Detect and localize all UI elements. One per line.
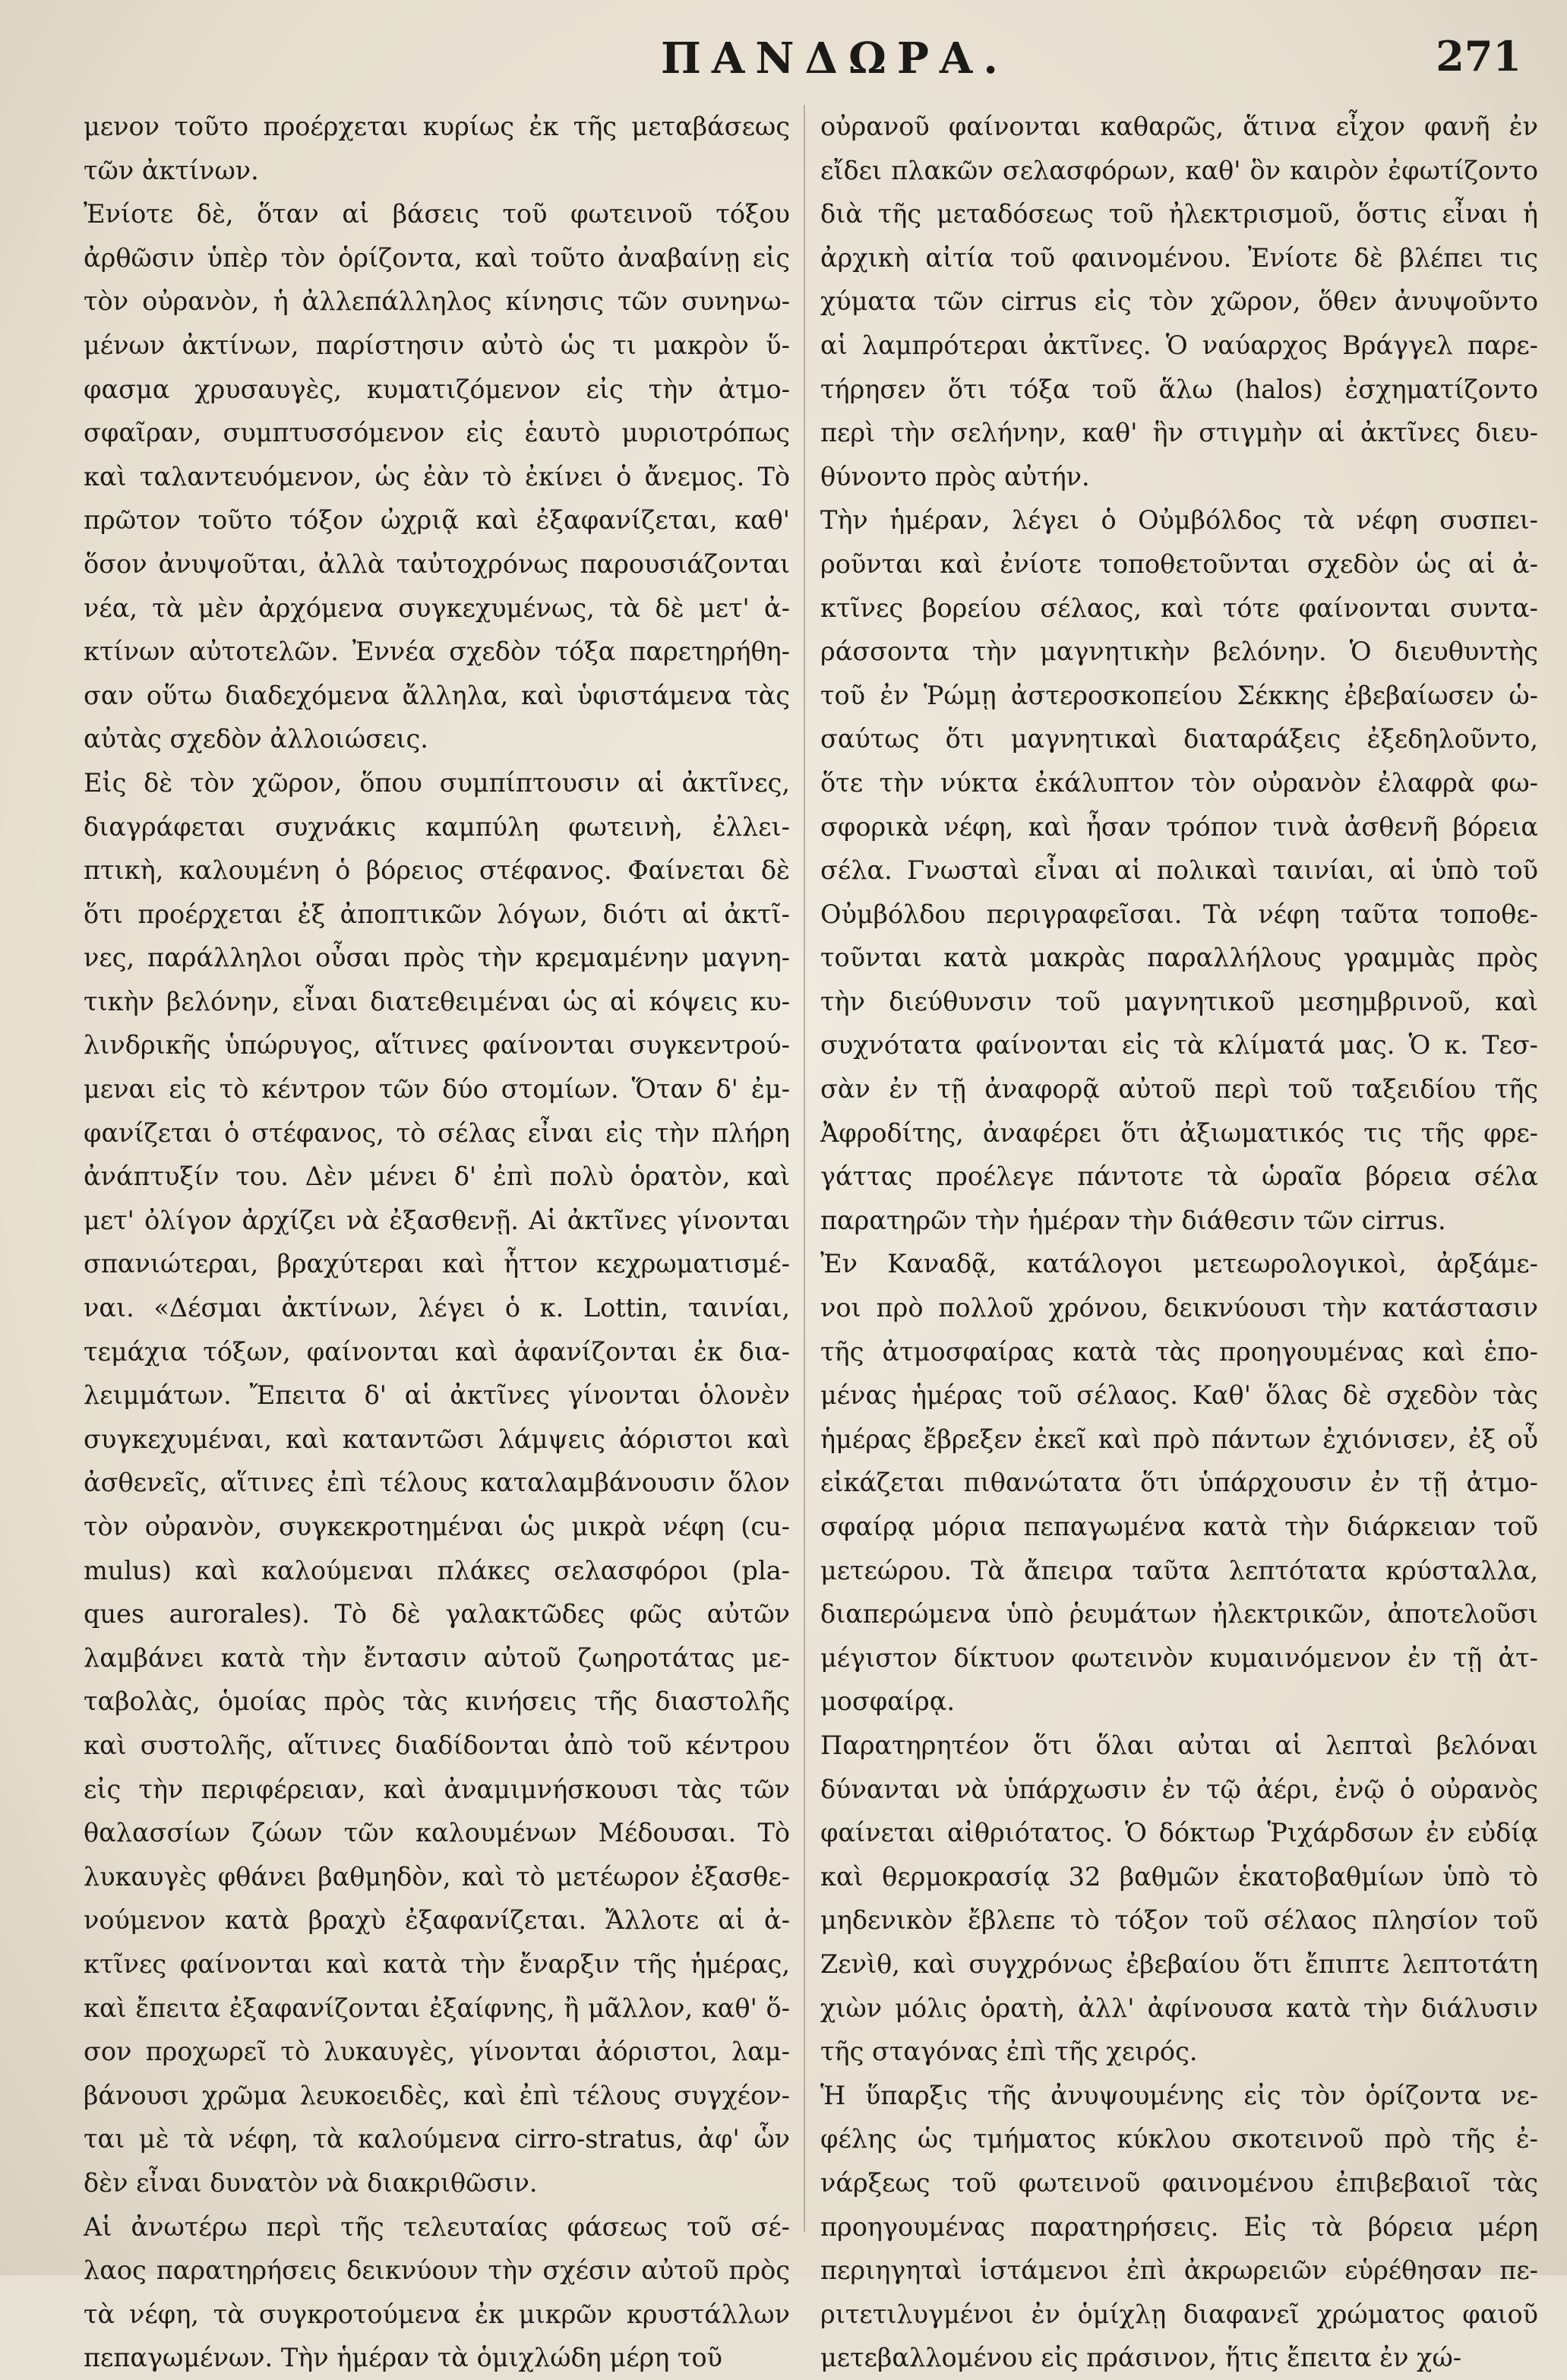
right-column [820, 105, 1538, 2380]
text-line: Εἰς δὲ τὸν χῶρον, ὅπου συμπίπτουσιν αἱ ἀκτῖνες, [84, 767, 790, 798]
text-line: δύνανται νὰ ὑπάρχωσιν ἐν τῷ ἀέρι, ἐνῷ ὁ οὐρανὸς [820, 1774, 1538, 1804]
text-line: Ἡ ὕπαρξις τῆς ἀνυψουμένης εἰς τὸν ὁρίζοντα νε- [820, 2080, 1538, 2110]
text-line: τὸν οὐρανὸν, ἡ ἀλλεπάλληλος κίνησις τῶν συνηνω- [84, 286, 790, 317]
text-line: μεναι εἰς τὸ κέντρον τῶν δύο στομίων. Ὅταν δ' ἐμ- [84, 1074, 790, 1105]
text-line: μένας ἡμέρας τοῦ σέλαος. Καθ' ὅλας δὲ σχεδὸν τὰς [820, 1380, 1538, 1411]
text-line: τὰ νέφη, τὰ συγκροτούμενα ἐκ μικρῶν κρυστάλλων [84, 2299, 790, 2329]
text-line: νέα, τὰ μὲν ἀρχόμενα συγκεχυμένως, τὰ δὲ μετ' ἀ- [84, 593, 790, 623]
text-line: εἰς τὴν περιφέρειαν, καὶ ἀναμιμνήσκουσι τὰς τῶν [84, 1774, 790, 1804]
text-line: ἀνάπτυξίν του. Δὲν μένει δ' ἐπὶ πολὺ ὁρατὸν, καὶ [84, 1162, 790, 1192]
text-line: φανίζεται ὁ στέφανος, τὸ σέλας εἶναι εἰς τὴν πλήρη [84, 1117, 790, 1148]
text-line: κτίνων αὐτοτελῶν. Ἐννέα σχεδὸν τόξα παρετηρήθη- [84, 637, 790, 667]
text-line: τῆς σταγόνας ἐπὶ τῆς χειρός. [820, 2037, 1198, 2067]
text-line: Τὴν ἡμέραν, λέγει ὁ Οὐμβόλδος τὰ νέφη συσπει- [820, 505, 1538, 536]
text-line: ἀσθενεῖς, αἵτινες ἐπὶ τέλους καταλαμβάνουσιν ὅλον [84, 1468, 790, 1498]
text-line: περὶ τὴν σελήνην, καθ' ἣν στιγμὴν αἱ ἀκτῖνες διευ- [820, 418, 1538, 448]
text-line: τῆς ἀτμοσφαίρας κατὰ τὰς προηγουμένας καὶ ἑπο- [820, 1336, 1538, 1367]
text-line: σαν οὕτω διαδεχόμενα ἄλληλα, καὶ ὑφιστάμενα τὰς [84, 680, 790, 710]
text-line: σὰν ἐν τῇ ἀναφορᾷ αὐτοῦ περὶ τοῦ ταξειδίου τῆς [820, 1074, 1538, 1105]
text-line: σέλα. Γνωσταὶ εἶναι αἱ πολικαὶ ταινίαι, αἱ ὑπὸ τοῦ [820, 855, 1538, 886]
text-line: ὅσον ἀνυψοῦται, ἀλλὰ ταὐτοχρόνως παρουσιάζονται [84, 548, 790, 579]
text-line: ριτετιλυγμένοι ἐν ὁμίχλῃ διαφανεῖ χρώματος φαιοῦ [820, 2299, 1538, 2329]
text-line: εἰκάζεται πιθανώτατα ὅτι ὑπάρχουσιν ἐν τῇ ἀτμο- [820, 1468, 1538, 1498]
text-line: Αἱ ἀνωτέρω περὶ τῆς τελευταίας φάσεως τοῦ σέ- [84, 2211, 790, 2242]
column-divider [804, 105, 805, 2232]
text-line: ques aurorales). Τὸ δὲ γαλακτῶδες φῶς αὐτῶν [84, 1599, 790, 1629]
text-line: Οὐμβόλδου περιγραφεῖσαι. Τὰ νέφη ταῦτα τοποθε- [820, 899, 1538, 929]
text-line: καὶ θερμοκρασίᾳ 32 βαθμῶν ἑκατοβαθμίων ὑπὸ τὸ [820, 1861, 1538, 1892]
text-line: καὶ ταλαντευόμενον, ὡς ἐὰν τὸ ἐκίνει ὁ ἄνεμος. Τὸ [84, 461, 790, 491]
text-line: νοι πρὸ πολλοῦ χρόνου, δεικνύουσι τὴν κατάστασιν [820, 1293, 1538, 1323]
text-line: μέγιστον δίκτυον φωτεινὸν κυμαινόμενον ἐν τῇ ἀτ- [820, 1642, 1538, 1673]
text-line: φέλης ὡς τμήματος κύκλου σκοτεινοῦ πρὸ τῆς ἐ- [820, 2124, 1538, 2154]
text-line: πρῶτον τοῦτο τόξον ὠχριᾷ καὶ ἐξαφανίζεται, καθ' [84, 505, 790, 536]
page-number: 271 [1436, 32, 1521, 81]
text-line: ἀρθῶσιν ὑπὲρ τὸν ὁρίζοντα, καὶ τοῦτο ἀναβαίνῃ εἰς [84, 242, 790, 273]
text-line: καὶ ἔπειτα ἐξαφανίζονται ἐξαίφνης, ἢ μᾶλλον, καθ' ὅ- [84, 1993, 790, 2023]
text-line: συχνότατα φαίνονται εἰς τὰ κλίματά μας. Ὁ κ. Τεσ- [820, 1030, 1538, 1060]
text-line: ράσσοντα τὴν μαγνητικὴν βελόνην. Ὁ διευθυντὴς [820, 637, 1538, 667]
text-line: νούμενον κατὰ βραχὺ ἐξαφανίζεται. Ἄλλοτε αἱ ἀ- [84, 1905, 790, 1936]
text-line: γάττας προέλεγε πάντοτε τὰ ὡραῖα βόρεια σέλα [820, 1162, 1538, 1192]
text-line: παρατηρῶν τὴν ἡμέραν τὴν διάθεσιν τῶν cirrus. [820, 1205, 1446, 1235]
text-line: δὲν εἶναι δυνατὸν νὰ διακριθῶσιν. [84, 2167, 538, 2198]
text-line: περιηγηταὶ ἱστάμενοι ἐπὶ ἀκρωρειῶν εὑρέθησαν πε- [820, 2255, 1538, 2286]
text-line: σπανιώτεραι, βραχύτεραι καὶ ἧττον κεχρωματισμέ- [84, 1249, 790, 1279]
text-line: τὴν διεύθυνσιν τοῦ μαγνητικοῦ μεσημβρινοῦ, καὶ [820, 986, 1538, 1016]
text-line: θαλασσίων ζώων τῶν καλουμένων Μέδουσαι. Τὸ [84, 1818, 790, 1848]
text-line: προηγουμένας παρατηρήσεις. Εἰς τὰ βόρεια μέρη [820, 2211, 1538, 2242]
text-line: Ἐνίοτε δὲ, ὅταν αἱ βάσεις τοῦ φωτεινοῦ τόξου [84, 199, 790, 229]
text-line: καὶ συστολῆς, αἵτινες διαδίδονται ἀπὸ τοῦ κέντρου [84, 1730, 790, 1760]
text-line: ροῦνται καὶ ἐνίοτε τοποθετοῦνται σχεδὸν ὡς αἱ ἀ- [820, 548, 1538, 579]
page-header [0, 29, 1567, 90]
text-line: διαπερώμενα ὑπὸ ῥευμάτων ἠλεκτρικῶν, ἀποτελοῦσι [820, 1599, 1538, 1629]
text-line: λαμβάνει κατὰ τὴν ἔντασιν αὐτοῦ ζωηροτάτας με- [84, 1642, 790, 1673]
text-line: λειμμάτων. Ἔπειτα δ' αἱ ἀκτῖνες γίνονται ὁλονὲν [84, 1380, 790, 1411]
text-line: αἱ λαμπρότεραι ἀκτῖνες. Ὁ ναύαρχος Βράγγελ παρε- [820, 330, 1538, 360]
text-line: εἴδει πλακῶν σελασφόρων, καθ' ὃν καιρὸν ἐφωτίζοντο [820, 155, 1538, 185]
text-line: λινδρικῆς ὑπώρυγος, αἵτινες φαίνονται συγκεντρού- [84, 1030, 790, 1060]
text-line: πεπαγωμένων. Τὴν ἡμέραν τὰ ὁμιχλώδη μέρη τοῦ [84, 2343, 723, 2373]
text-line: αὐτὰς σχεδὸν ἀλλοιώσεις. [84, 724, 428, 754]
text-line: νες, παράλληλοι οὖσαι πρὸς τὴν κρεμαμένην μαγνη- [84, 943, 790, 973]
text-line: κτῖνες βορείου σέλαος, καὶ τότε φαίνονται συντα- [820, 593, 1538, 623]
text-line: πτικὴ, καλουμένη ὁ βόρειος στέφανος. Φαίνεται δὲ [84, 855, 790, 886]
text-line: ἀρχικὴ αἰτία τοῦ φαινομένου. Ἐνίοτε δὲ βλέπει τις [820, 242, 1538, 273]
text-line: διὰ τῆς μεταδόσεως τοῦ ἠλεκτρισμοῦ, ὅστις εἶναι ἡ [820, 199, 1538, 229]
text-line: ὅτι προέρχεται ἐξ ἀποπτικῶν λόγων, διότι αἱ ἀκτῖ- [84, 899, 790, 929]
running-title: ΠΑΝΔΩΡΑ. [661, 33, 1009, 84]
text-line: τοῦνται κατὰ μακρὰς παραλλήλους γραμμὰς πρὸς [820, 943, 1538, 973]
text-line: λαος παρατηρήσεις δεικνύουν τὴν σχέσιν αὐτοῦ πρὸς [84, 2255, 790, 2286]
text-line: μηδενικὸν ἔβλεπε τὸ τόξον τοῦ σέλαος πλησίον τοῦ [820, 1905, 1538, 1936]
text-line: ἡμέρας ἔβρεξεν ἐκεῖ καὶ πρὸ πάντων ἐχιόνισεν, ἐξ οὗ [820, 1424, 1538, 1454]
text-line: τοῦ ἐν Ῥώμῃ ἀστεροσκοπείου Σέκκης ἐβεβαίωσεν ὡ- [820, 680, 1538, 710]
text-line: μετεώρου. Τὰ ἄπειρα ταῦτα λεπτότατα κρύσταλλα, [820, 1555, 1538, 1585]
text-line: τῶν ἀκτίνων. [84, 155, 259, 185]
text-line: κτῖνες φαίνονται καὶ κατὰ τὴν ἔναρξιν τῆς ἡμέρας, [84, 1949, 790, 1979]
text-line: ναι. «Δέσμαι ἀκτίνων, λέγει ὁ κ. Lottin, ταινίαι, [84, 1293, 790, 1323]
text-line: mulus) καὶ καλούμεναι πλάκες σελασφόροι (pla- [84, 1555, 790, 1585]
text-line: μετ' ὀλίγον ἀρχίζει νὰ ἐξασθενῇ. Αἱ ἀκτῖνες γίνονται [84, 1205, 790, 1235]
text-line: Παρατηρητέον ὅτι ὅλαι αὐται αἱ λεπταὶ βελόναι [820, 1730, 1538, 1760]
text-line: ὅτε τὴν νύκτα ἐκάλυπτον τὸν οὐρανὸν ἐλαφρὰ φω- [820, 767, 1538, 798]
text-line: τικὴν βελόνην, εἶναι διατεθειμέναι ὡς αἱ κόψεις κυ- [84, 986, 790, 1016]
text-line: χύματα τῶν cirrus εἰς τὸν χῶρον, ὅθεν ἀνυψοῦντο [820, 286, 1538, 317]
text-line: σαύτως ὅτι μαγνητικαὶ διαταράξεις ἐξεδηλοῦντο, [820, 724, 1538, 754]
text-line: συγκεχυμέναι, καὶ καταντῶσι λάμψεις ἀόριστοι καὶ [84, 1424, 790, 1454]
text-line: τεμάχια τόξων, φαίνονται καὶ ἀφανίζονται ἐκ δια- [84, 1336, 790, 1367]
text-line: σφορικὰ νέφη, καὶ ἦσαν τρόπον τινὰ ἀσθενῆ βόρεια [820, 811, 1538, 842]
text-line: νάρξεως τοῦ φωτεινοῦ φαινομένου ἐπιβεβαιοῖ τὰς [820, 2167, 1538, 2198]
text-line: διαγράφεται συχνάκις καμπύλη φωτεινὴ, ἐλλει- [84, 811, 790, 842]
text-line: μένων ἀκτίνων, παρίστησιν αὐτὸ ὡς τι μακρὸν ὕ- [84, 330, 790, 360]
text-line: σον προχωρεῖ τὸ λυκαυγὲς, γίνονται ἀόριστοι, λαμ- [84, 2037, 790, 2067]
text-line: Ἐν Καναδᾷ, κατάλογοι μετεωρολογικοὶ, ἀρξάμε- [820, 1249, 1538, 1279]
text-line: βάνουσι χρῶμα λευκοειδὲς, καὶ ἐπὶ τέλους συγχέον- [84, 2080, 790, 2110]
text-line: οὐρανοῦ φαίνονται καθαρῶς, ἅτινα εἶχον φανῆ ἐν [820, 112, 1538, 141]
left-column [84, 105, 790, 2380]
text-line: μοσφαίρᾳ. [820, 1686, 955, 1717]
text-line: σφαῖραν, συμπτυσσόμενον εἰς ἑαυτὸ μυριοτρόπως [84, 418, 790, 448]
text-line: Ζενὶθ, καὶ συγχρόνως ἐβεβαίου ὅτι ἔπιπτε λεπτοτάτη [820, 1949, 1538, 1979]
text-line: ται μὲ τὰ νέφη, τὰ καλούμενα cirro-stratus, ἀφ' ὧν [84, 2124, 790, 2154]
text-line: μετεβαλλομένου εἰς πράσινον, ἥτις ἔπειτα ἐν χώ- [820, 2343, 1462, 2373]
text-line: τήρησεν ὅτι τόξα τοῦ ἅλω (halos) ἐσχηματίζοντο [820, 374, 1538, 404]
text-line: λυκαυγὲς φθάνει βαθμηδὸν, καὶ τὸ μετέωρον ἐξασθε- [84, 1861, 790, 1892]
text-line: φαίνεται αἰθριότατος. Ὁ δόκτωρ Ῥιχάρδσων ἐν εὐδίᾳ [820, 1818, 1538, 1848]
text-line: χιὼν μόλις ὁρατὴ, ἀλλ' ἀφίνουσα κατὰ τὴν διάλυσιν [820, 1993, 1538, 2023]
text-line: μενον τοῦτο προέρχεται κυρίως ἐκ τῆς μεταβάσεως [84, 112, 790, 141]
text-line: ταβολὰς, ὁμοίας πρὸς τὰς κινήσεις τῆς διαστολῆς [84, 1686, 790, 1717]
text-line: φασμα χρυσαυγὲς, κυματιζόμενον εἰς τὴν ἀτμο- [84, 374, 790, 404]
text-line: Ἀφροδίτης, ἀναφέρει ὅτι ἀξιωματικός τις τῆς φρε- [820, 1117, 1538, 1148]
text-line: θύνοντο πρὸς αὐτήν. [820, 461, 1090, 491]
text-line: σφαίρᾳ μόρια πεπαγωμένα κατὰ τὴν διάρκειαν τοῦ [820, 1512, 1538, 1541]
text-line: τὸν οὐρανὸν, συγκεκροτημέναι ὡς μικρὰ νέφη (cu- [84, 1512, 790, 1541]
